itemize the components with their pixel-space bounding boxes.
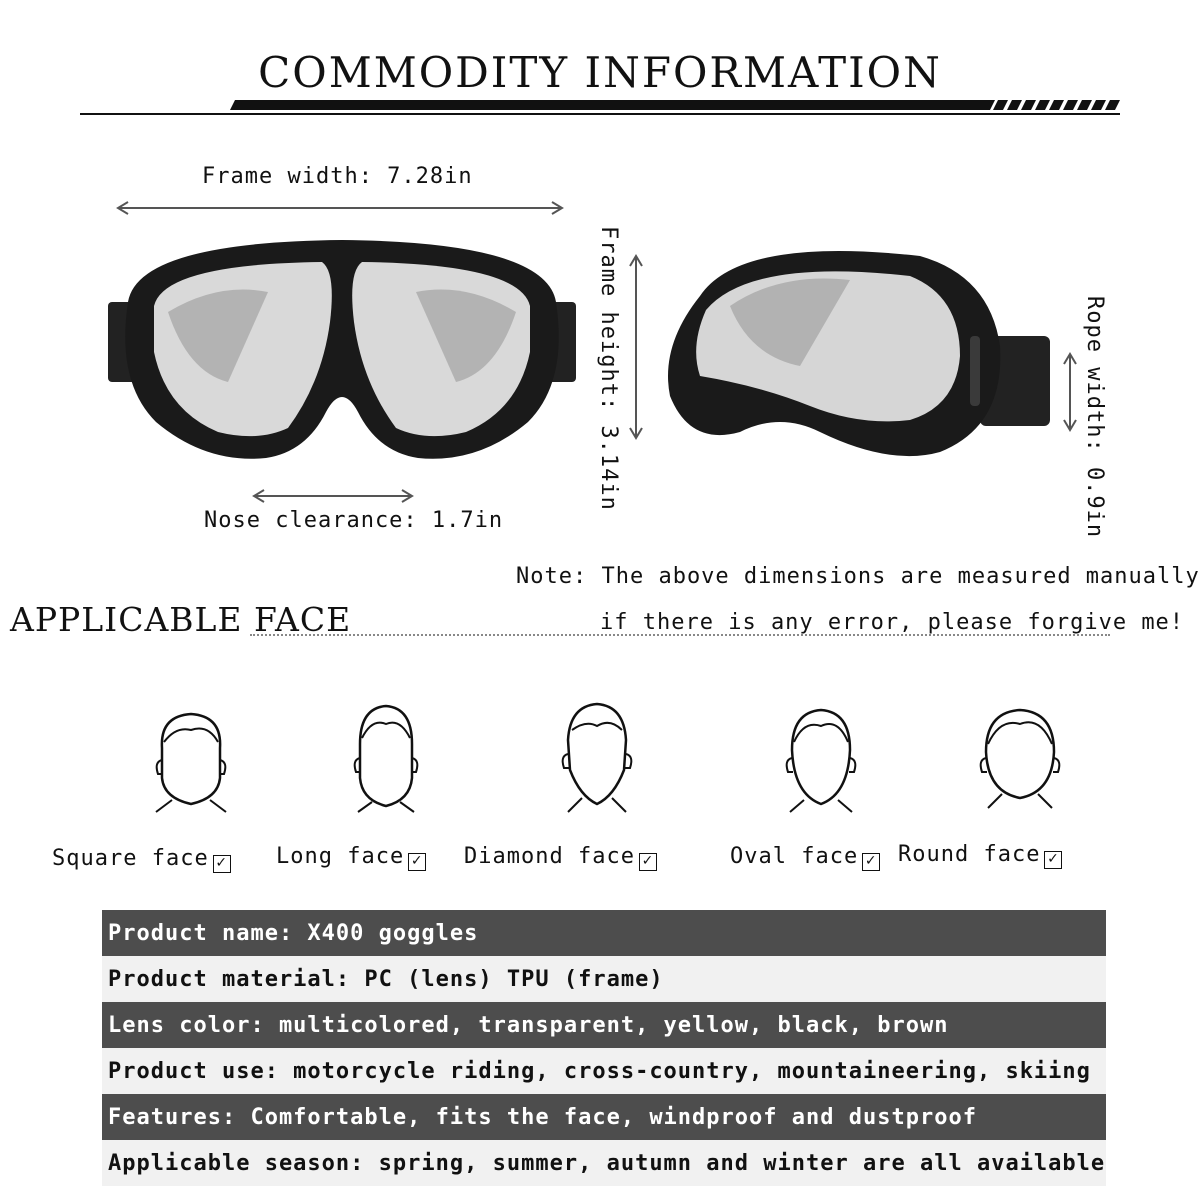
frame-height-label: Frame height: 3.14in xyxy=(596,226,621,511)
rope-width-label: Rope width: 0.9in xyxy=(1082,296,1107,539)
goggles-side-image xyxy=(660,236,1052,468)
frame-height-arrow xyxy=(624,252,648,442)
spec-row-season: Applicable season: spring, summer, autumn and winter are all available xyxy=(102,1140,1106,1186)
note-line-2: if there is any error, please forgive me! xyxy=(600,610,1185,635)
section-title: APPLICABLE FACE xyxy=(10,600,352,639)
product-spec-table xyxy=(102,910,1106,1186)
face-label-round xyxy=(898,842,1062,869)
checkbox-checked-icon: ✓ xyxy=(213,855,231,873)
note-line-1: Note: The above dimensions are measured manually xyxy=(516,564,1200,589)
page-title: COMMODITY INFORMATION xyxy=(258,48,942,97)
round-face-icon xyxy=(974,704,1066,810)
face-name: Oval face xyxy=(730,844,859,869)
face-name: Diamond face xyxy=(464,844,635,869)
nose-clearance-arrow xyxy=(250,484,416,508)
spec-row-product-name: Product name: X400 goggles xyxy=(102,910,1106,956)
frame-width-arrow xyxy=(112,196,568,220)
face-label-diamond xyxy=(464,844,657,871)
spec-row-features: Features: Comfortable, fits the face, windproof and dustproof xyxy=(102,1094,1106,1140)
section-divider xyxy=(250,634,1110,636)
face-label-oval xyxy=(730,844,880,871)
oval-face-icon xyxy=(776,704,866,814)
checkbox-checked-icon: ✓ xyxy=(639,853,657,871)
spec-row-material: Product material: PC (lens) TPU (frame) xyxy=(102,956,1106,1002)
rope-width-arrow xyxy=(1058,350,1082,434)
diamond-face-icon xyxy=(552,700,642,814)
nose-clearance-label: Nose clearance: 1.7in xyxy=(204,508,504,533)
face-name: Round face xyxy=(898,842,1041,867)
spec-row-product-use: Product use: motorcycle riding, cross-country, mountaineering, skiing xyxy=(102,1048,1106,1094)
square-face-icon xyxy=(146,708,236,814)
frame-width-label: Frame width: 7.28in xyxy=(202,164,473,189)
spec-row-lens-color: Lens color: multicolored, transparent, yellow, black, brown xyxy=(102,1002,1106,1048)
checkbox-checked-icon: ✓ xyxy=(408,853,426,871)
title-underline-decoration xyxy=(80,96,1120,118)
checkbox-checked-icon: ✓ xyxy=(1044,851,1062,869)
face-label-square xyxy=(52,846,231,873)
face-label-long xyxy=(276,844,426,871)
goggles-front-image xyxy=(108,232,576,472)
face-name: Square face xyxy=(52,846,209,871)
long-face-icon xyxy=(346,702,426,814)
checkbox-checked-icon: ✓ xyxy=(862,853,880,871)
face-name: Long face xyxy=(276,844,405,869)
